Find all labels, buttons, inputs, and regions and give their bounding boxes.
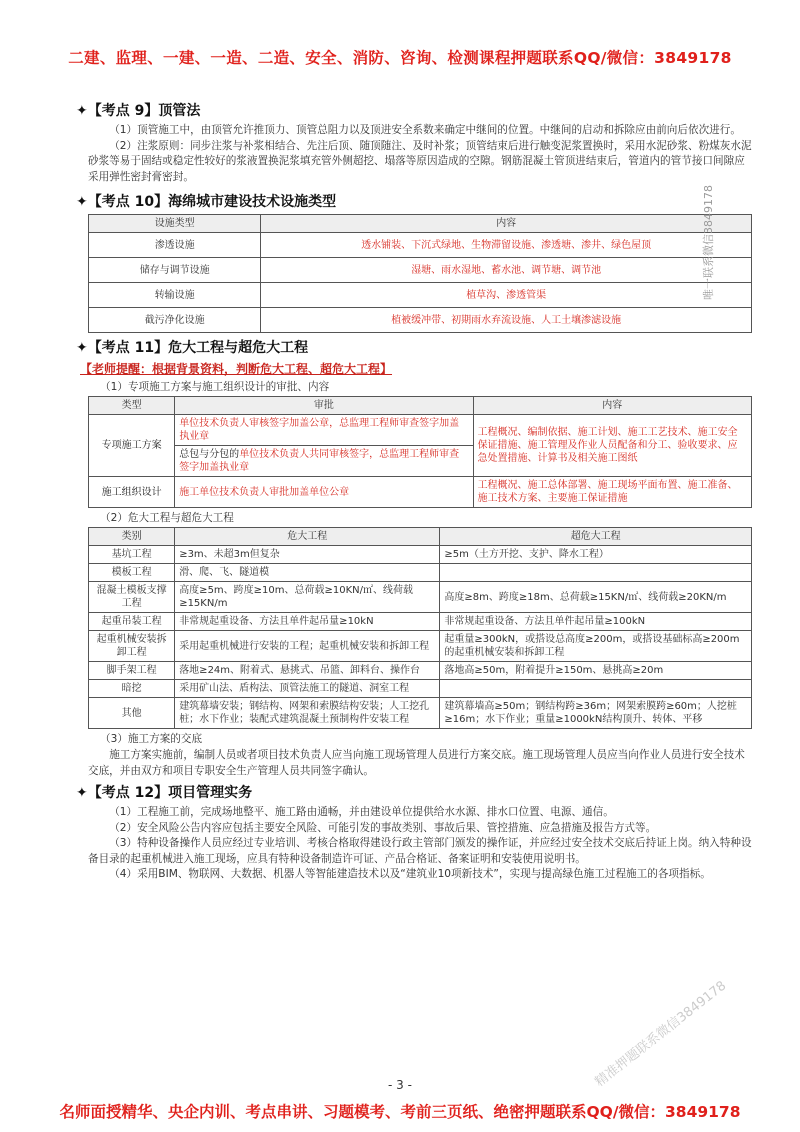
table-cell <box>440 680 752 698</box>
sponge-city-table <box>88 214 752 333</box>
table-row <box>89 477 752 508</box>
table-cell: 工程概况、施工总体部署、施工现场平面布置、施工准备、施工技术方案、主要施工保证措施 <box>473 477 751 508</box>
table-cell: 起重吊装工程 <box>89 613 175 631</box>
subheading-2: （2）危大工程与超危大工程 <box>100 512 234 524</box>
subheading-3: （3）施工方案的交底 <box>100 733 203 745</box>
section-12-paragraph-3: （3）特种设备操作人员应经过专业培训、考核合格取得建设行政主管部门颁发的操作证，并应经过安全技术交底后持证上岗。纳入特种设备目录的起重机械进入施工现场，应具有特种设备制造许可证、产品合格证、备案证明和安装使用说明书。 <box>88 837 752 865</box>
table-cell: 高度≥5m、跨度≥10m、总荷载≥10KN/㎡、线荷载≥15KN/m <box>175 582 440 613</box>
table-cell: 暗挖 <box>89 680 175 698</box>
table-row <box>89 680 752 698</box>
table-cell: 起重量≥300kN，或搭设总高度≥200m，或搭设基础标高≥200m的起重机械安装和拆卸工程 <box>440 631 752 662</box>
table-cell: 其他 <box>89 698 175 729</box>
hazard-table <box>88 527 752 729</box>
section-10-title: ✦【考点 10】海绵城市建设技术设施类型 <box>76 194 337 210</box>
section-12-paragraph-4: （4）采用BIM、物联网、大数据、机器人等智能建造技术以及“建筑业10项新技术”，实现与提高绿色施工过程施工的各项指标。 <box>109 868 711 880</box>
table-cell: ≥3m、未超3m但复杂 <box>175 546 440 564</box>
table-cell: 单位技术负责人审核签字加盖公章，总监理工程师审查签字加盖执业章 <box>175 415 473 446</box>
teacher-hint-text: 【老师提醒：根据背景资料，判断危大工程、超危大工程】 <box>80 362 393 376</box>
side-watermark: 唯一联系微信3849178 <box>702 185 715 300</box>
table-row <box>89 582 752 613</box>
cell-text-highlight: 单位技术负责人共同审核签字，总监理工程师审查签字加盖执业章 <box>179 449 460 473</box>
table-cell: 基坑工程 <box>89 546 175 564</box>
table-row <box>89 308 752 333</box>
table-header: 设施类型 <box>89 215 261 233</box>
header-banner: 二建、监理、一建、一造、二造、安全、消防、咨询、检测课程押题联系QQ/微信：3849178 <box>68 49 732 67</box>
table-header: 内容 <box>473 397 751 415</box>
table-cell: 渗透设施 <box>89 233 261 258</box>
table-header: 类别 <box>89 528 175 546</box>
table-header: 超危大工程 <box>440 528 752 546</box>
table-cell: 建筑幕墙安装；钢结构、网架和索膜结构安装；人工挖孔桩；水下作业；装配式建筑混凝土预制构件安装工程 <box>175 698 440 729</box>
section-9-paragraph-1: （1）顶管施工中，由顶管允许推顶力、顶管总阻力以及顶进安全系数来确定中继间的位置。中继间的启动和拆除应由前向后依次进行。 <box>109 124 741 136</box>
section-9-paragraph-2: （2）注浆原则：同步注浆与补浆相结合、先注后顶、随顶随注、及时补浆；顶管结束后进行触变泥浆置换时，采用水泥砂浆、粉煤灰水泥砂浆等易于固结或稳定性较好的浆液置换泥浆填充管外侧超挖、塌落等原因造成的空隙。钢筋混凝土管顶进结束后，管道内的管节接口间隙应采用弹性密封膏密封。 <box>88 139 752 183</box>
table-row <box>89 415 752 446</box>
table-header-row <box>89 528 752 546</box>
table-cell: 采用起重机械进行安装的工程；起重机械安装和拆卸工程 <box>175 631 440 662</box>
table-cell: 建筑幕墙高≥50m；钢结构跨≥36m；网架索膜跨≥60m；人挖桩≥16m；水下作业；重量≥1000kN结构顶升、转体、平移 <box>440 698 752 729</box>
table-cell: 混凝土模板支撑工程 <box>89 582 175 613</box>
table-header: 内容 <box>261 215 752 233</box>
table-row <box>89 662 752 680</box>
section-11-title: ✦【考点 11】危大工程与超危大工程 <box>76 340 309 356</box>
table-cell: 截污净化设施 <box>89 308 261 333</box>
table-header: 审批 <box>175 397 473 415</box>
table-row <box>89 258 752 283</box>
table-row <box>89 564 752 582</box>
section-11-paragraph: 施工方案实施前，编制人员或者项目技术负责人应当向施工现场管理人员进行方案交底。施工现场管理人员应当向作业人员进行安全技术交底，并由双方和项目专职安全生产管理人员共同签字确认。 <box>88 749 745 777</box>
table-row <box>89 283 752 308</box>
table-cell: 施工单位技术负责人审批加盖单位公章 <box>175 477 473 508</box>
table-cell: 高度≥8m、跨度≥18m、总荷载≥15KN/㎡、线荷载≥20KN/m <box>440 582 752 613</box>
table-cell: 非常规起重设备、方法且单件起吊量≥100kN <box>440 613 752 631</box>
diagonal-watermark: 精准押题联系微信3849178 <box>592 978 730 1090</box>
approval-table <box>88 396 752 508</box>
footer-banner: 名师面授精华、央企内训、考点串讲、习题模考、考前三页纸、绝密押题联系QQ/微信：3849178 <box>59 1103 741 1121</box>
table-cell: 工程概况、编制依据、施工计划、施工工艺技术、施工安全保证措施、施工管理及作业人员配备和分工、验收要求、应急处置措施、计算书及相关施工图纸 <box>473 415 751 477</box>
table-cell: 储存与调节设施 <box>89 258 261 283</box>
section-9-title: ✦【考点 9】顶管法 <box>76 103 201 119</box>
table-cell: 植草沟、渗透管渠 <box>261 283 752 308</box>
table-row <box>89 546 752 564</box>
table-cell: 湿塘、雨水湿地、蓄水池、调节塘、调节池 <box>261 258 752 283</box>
table-header: 类型 <box>89 397 175 415</box>
table-cell: 落地高≥50m，附着提升≥150m、悬挑高≥20m <box>440 662 752 680</box>
table-cell: 施工组织设计 <box>89 477 175 508</box>
table-cell: 脚手架工程 <box>89 662 175 680</box>
table-row <box>89 698 752 729</box>
table-cell: 转输设施 <box>89 283 261 308</box>
table-cell: 非常规起重设备、方法且单件起吊量≥10kN <box>175 613 440 631</box>
table-row <box>89 631 752 662</box>
section-12-paragraph-2: （2）安全风险公告内容应包括主要安全风险、可能引发的事故类别、事故后果、管控措施、应急措施及报告方式等。 <box>109 821 657 834</box>
cell-text: 总包与分包的 <box>179 449 240 460</box>
table-row <box>89 233 752 258</box>
table-header-row <box>89 397 752 415</box>
table-header: 危大工程 <box>175 528 440 546</box>
table-cell: 落地≥24m、附着式、悬挑式、吊篮、卸料台、操作台 <box>175 662 440 680</box>
table-row <box>89 613 752 631</box>
table-cell <box>440 564 752 582</box>
table-cell: 植被缓冲带、初期雨水弃流设施、人工土壤渗滤设施 <box>261 308 752 333</box>
table-cell: ≥5m（土方开挖、支护、降水工程） <box>440 546 752 564</box>
section-12-title: ✦【考点 12】项目管理实务 <box>76 785 253 801</box>
table-cell: 专项施工方案 <box>89 415 175 477</box>
subheading-1: （1）专项施工方案与施工组织设计的审批、内容 <box>100 381 330 393</box>
table-cell <box>175 446 473 477</box>
page-number: - 3 - <box>388 1078 412 1092</box>
page-content <box>76 100 752 883</box>
table-header-row <box>89 215 752 233</box>
table-cell: 起重机械安装拆卸工程 <box>89 631 175 662</box>
section-12-paragraph-1: （1）工程施工前，完成场地整平、施工路由通畅，并由建设单位提供给水水源、排水口位置、电源、通信。 <box>109 806 614 818</box>
teacher-hint <box>80 360 752 377</box>
table-cell: 模板工程 <box>89 564 175 582</box>
table-cell: 滑、爬、飞、隧道模 <box>175 564 440 582</box>
table-cell: 采用矿山法、盾构法、顶管法施工的隧道、洞室工程 <box>175 680 440 698</box>
table-cell: 透水铺装、下沉式绿地、生物滞留设施、渗透塘、渗井、绿色屋顶 <box>261 233 752 258</box>
